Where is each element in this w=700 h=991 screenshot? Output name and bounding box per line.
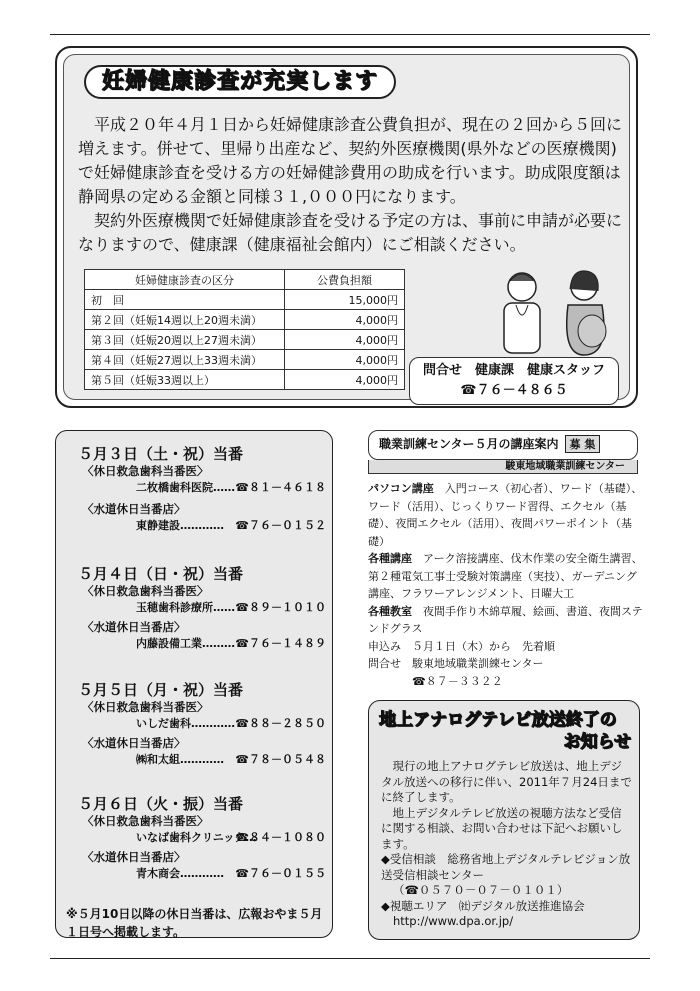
dental-entry: [136, 715, 326, 731]
water-name: 青木商会…………: [136, 867, 224, 880]
dental-label: 〈休日救急歯科当番医〉: [82, 700, 209, 714]
dental-name: 二枚橋歯科医院……: [136, 481, 235, 494]
water-tel: ☎７６－１４８９: [235, 637, 326, 650]
water-entry: [136, 635, 326, 651]
table-cell-category: 第４回（妊娠27週以上33週未満）: [85, 350, 285, 370]
analog-item-2: ◆視聴エリア ㈳デジタル放送推進協会: [381, 898, 585, 913]
dental-entry: [136, 829, 326, 845]
table-cell-amount: 4,000円: [285, 330, 405, 350]
analog-tv-notice-section: [368, 700, 640, 940]
analog-title: [379, 709, 631, 753]
training-header: [368, 430, 638, 460]
training-body: [368, 480, 646, 690]
water-entry: [136, 517, 326, 533]
duty-day-heading: ５月５日（月・祝）当番: [78, 681, 244, 699]
dental-tel: ☎８４－１０８０: [235, 831, 326, 844]
table-header-row: [85, 270, 405, 290]
various-class-text: 夜間手作り木綿草履、絵画、書道、夜間ステンドグラス: [368, 604, 643, 635]
table-row: [85, 330, 405, 350]
table-header: 公費負担額: [285, 270, 405, 290]
table-cell-amount: 4,000円: [285, 310, 405, 330]
table-cell-category: 第２回（妊娠14週以上20週未満）: [85, 310, 285, 330]
table-row: [85, 290, 405, 310]
dental-entry: [136, 479, 326, 495]
water-label: 〈水道休日当番店〉: [82, 850, 186, 864]
table-cell-amount: 15,000円: [285, 290, 405, 310]
dental-label: 〈休日救急歯科当番医〉: [82, 584, 209, 598]
various-class-block: [368, 603, 646, 638]
water-label: 〈水道休日当番店〉: [82, 620, 186, 634]
dental-name: いなば歯科クリニック…: [136, 831, 257, 844]
water-name: 東静建設…………: [136, 519, 224, 532]
duty-note: ※５月10日以降の休日当番は、広報おやま５月１日号へ掲載します。: [66, 907, 323, 939]
holiday-duty-section: [55, 430, 333, 938]
bottom-rule: [50, 958, 650, 959]
analog-item-2-url[interactable]: http://www.dpa.or.jp/: [393, 914, 514, 928]
water-name: 内藤設備工業………: [136, 637, 235, 650]
dental-tel: ☎８１－４６１８: [235, 481, 326, 494]
water-tel: ☎７６－０１５５: [235, 867, 326, 880]
pc-course-block: [368, 480, 646, 550]
water-entry: [136, 751, 326, 767]
dental-name: いしだ歯科…………: [136, 717, 235, 730]
water-label: 〈水道休日当番店〉: [82, 736, 186, 750]
training-apply: 申込み ５月１日（木）から 先着順: [368, 639, 555, 653]
training-contact: 問合せ 駿東地域職業訓練センター: [368, 657, 544, 670]
table-cell-category: 初 回: [85, 290, 285, 310]
duty-day-heading: ５月３日（土・祝）当番: [78, 445, 244, 463]
water-tel: ☎７８－０５４８: [235, 753, 326, 766]
dental-label: 〈休日救急歯科当番医〉: [82, 814, 209, 828]
table-row: [85, 310, 405, 330]
water-label: 〈水道休日当番店〉: [82, 502, 186, 516]
analog-item-1: ◆受信相談 総務省地上デジタルテレビジョン放送受信相談センター: [381, 852, 631, 882]
analog-paragraph-1: 現行の地上アナログテレビ放送は、地上デジタル放送への移行に伴い、2011年７月24日までに終了します。: [381, 759, 632, 804]
table-cell-category: 第３回（妊娠20週以上27週未満）: [85, 330, 285, 350]
table-cell-amount: 4,000円: [285, 350, 405, 370]
water-tel: ☎７６－０１５２: [235, 519, 326, 532]
analog-item-1-tel: （☎０５７０－０７－０１０１）: [393, 883, 569, 897]
various-course-label: 各種講座: [368, 552, 412, 565]
pregnancy-contact-box: [409, 357, 619, 405]
table-cell-amount: 4,000円: [285, 370, 405, 390]
subsidy-table: [84, 269, 405, 390]
analog-title-line2: お知らせ: [563, 732, 631, 752]
top-rule: [50, 34, 650, 35]
pregnancy-inner-panel: [63, 54, 630, 400]
pc-course-label: パソコン講座: [368, 482, 434, 495]
training-title: 職業訓練センター５月の講座案内: [379, 437, 559, 451]
table-cell-category: 第５回（妊娠33週以上）: [85, 370, 285, 390]
pregnancy-contact-tel: ☎７６－４８６５: [460, 383, 568, 398]
various-course-text: アーク溶接講座、伐木作業の安全衛生講習、第２種電気工事士受験対策講座（実技）、ガーデニング講座、フラワーアレンジメント、日曜大工: [368, 552, 643, 600]
pregnancy-checkup-section: [55, 46, 638, 408]
water-name: ㈱和太組…………: [136, 753, 224, 766]
pc-course-text: 入門コース（初心者）、ワード（基礎）、ワード（活用）、じっくりワード習得、エクセル（基礎）、夜間エクセル（活用）、夜間パワーポイント（基礎）: [368, 482, 643, 548]
pregnancy-paragraph-2: 契約外医療機関で妊婦健康診査を受ける予定の方は、事前に申請が必要になりますので、健康課（健康福祉会館内）にご相談ください。: [78, 211, 623, 254]
table-row: [85, 370, 405, 390]
analog-body: [381, 759, 633, 930]
pregnancy-title: 妊婦健康診査が充実します: [84, 65, 396, 99]
various-course-block: [368, 550, 646, 603]
dental-name: 玉穂歯科診療所……: [136, 601, 235, 614]
analog-title-line1: 地上アナログテレビ放送終了の: [379, 710, 617, 730]
pregnancy-contact-line: 問合せ 健康課 健康スタッフ: [422, 363, 605, 378]
pregnancy-body: [78, 113, 623, 257]
various-class-label: 各種教室: [368, 604, 412, 618]
table-header: 妊婦健康診査の区分: [85, 270, 285, 290]
duty-day-heading: ５月６日（火・振）当番: [78, 795, 244, 813]
dental-tel: ☎８９－１０１０: [235, 601, 326, 614]
pregnancy-paragraph-1: 平成２０年４月１日から妊婦健康診査公費負担が、現在の２回から５回に増えます。併せて、里帰り出産など、契約外医療機関(県外などの医療機関)で妊婦健康診査を受ける方の妊婦健診費用の助成を行います。助成限度額は静岡県の定める金額と同様３１,０００円になります。: [78, 115, 623, 206]
dental-entry: [136, 599, 326, 615]
dental-label: 〈休日救急歯科当番医〉: [82, 464, 209, 478]
training-tel: ☎８７－３３２２: [412, 674, 503, 688]
dental-tel: ☎８８－２８５０: [235, 717, 326, 730]
training-org: 駿東地域職業訓練センター: [368, 460, 638, 474]
duty-day-heading: ５月４日（日・祝）当番: [78, 565, 244, 583]
water-entry: [136, 865, 326, 881]
table-row: [85, 350, 405, 370]
doctor-and-pregnant-woman-illustration: [482, 265, 632, 357]
analog-paragraph-2: 地上デジタルテレビ放送の視聴方法など受信に関する相談、お問い合わせは下記へお願いします。: [381, 805, 623, 851]
recruiting-badge: 募 集: [565, 435, 601, 453]
